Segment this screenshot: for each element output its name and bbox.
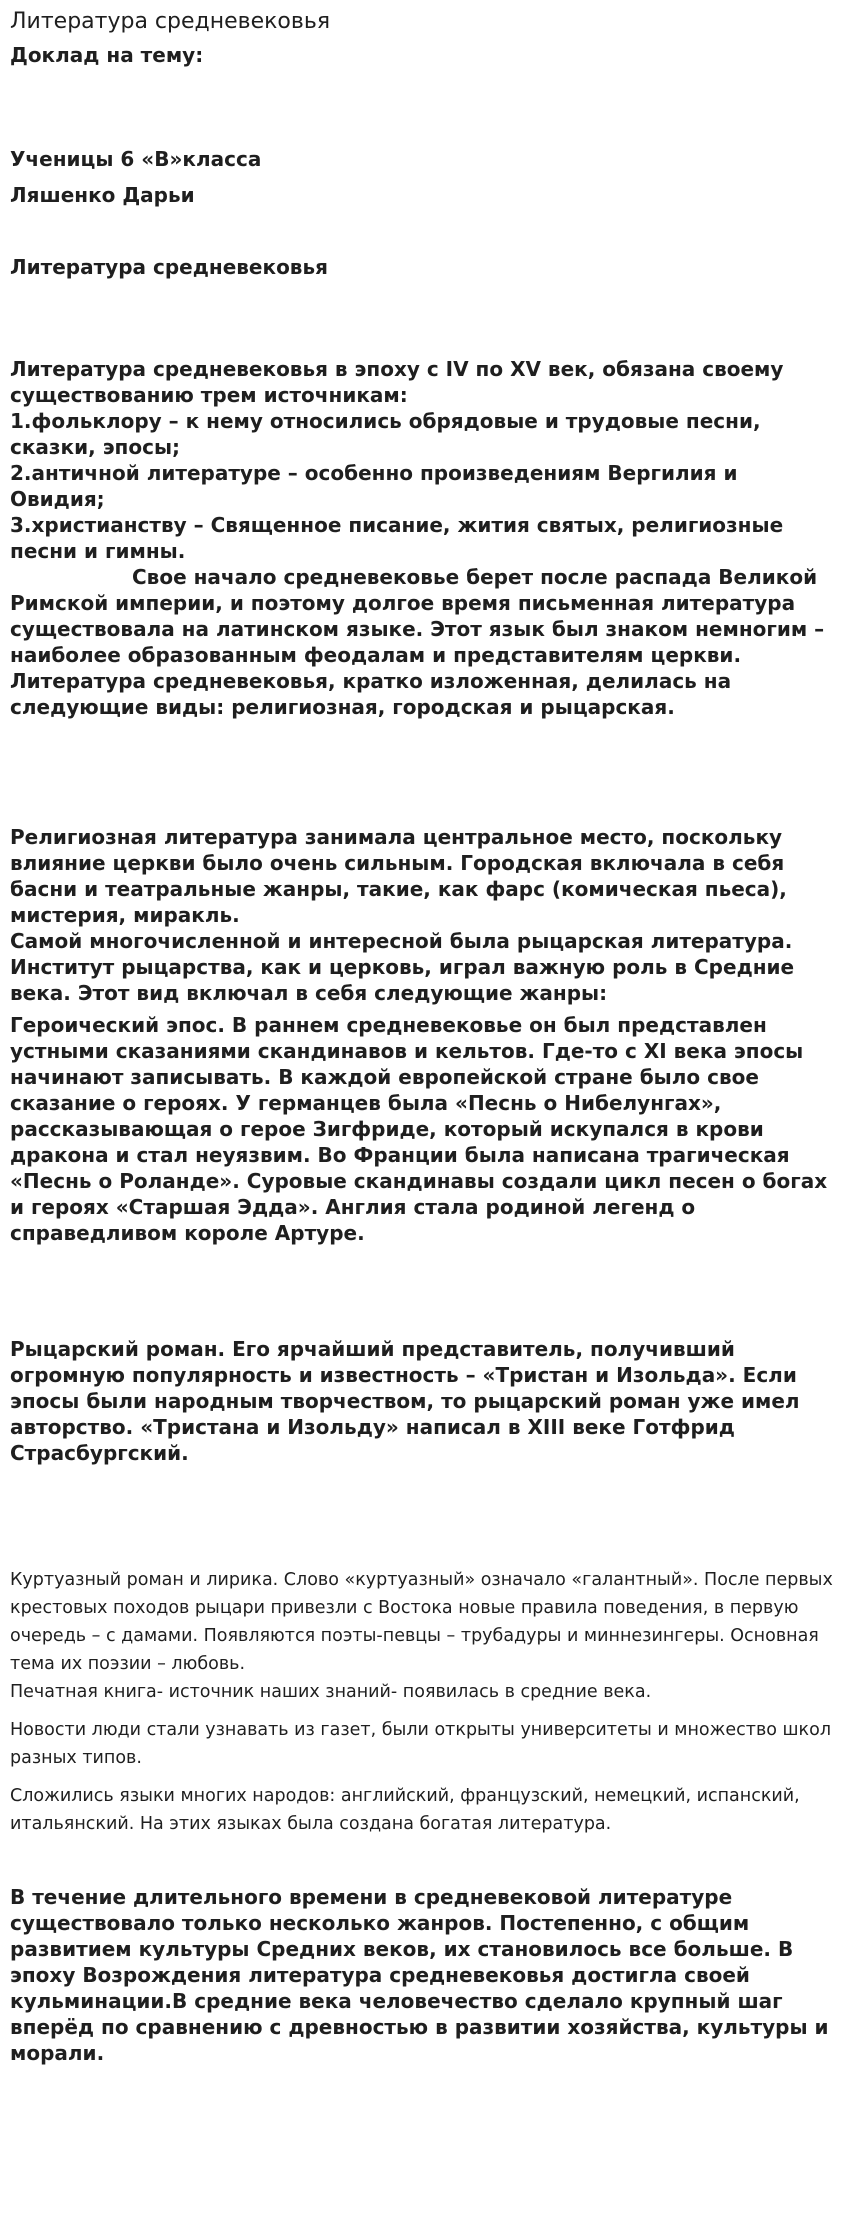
source-antique: 2.античной литературе – особенно произведениям Вергилия и Овидия; [10, 461, 738, 511]
intro-lead: Литература средневековья в эпоху с IV по XV век, обязана своему существованию трем источникам: [10, 357, 784, 407]
kinds-paragraph: Литература средневековья, кратко изложенная, делилась на следующие виды: религиозная, городская и рыцарская. [10, 669, 732, 719]
religious-paragraph: Религиозная литература занимала центральное место, поскольку влияние церкви было очень сильным. Городская включала в себя басни и театральные жанры, такие, как фарс (комическая пьеса), мистерия, миракль. [10, 825, 787, 927]
knightly-paragraph: Самой многочисленной и интересной была рыцарская литература. Институт рыцарства, как и церковь, играл важную роль в Средние века. Этот вид включал в себя следующие жанры: [10, 929, 795, 1005]
latin-paragraph: Свое начало средневековье берет после распада Великой Римской империи, и поэтому долгое время письменная литература существовала на латинском языке. Этот язык был знаком немногим – наиболее образованным феодалам и представителям церкви. [10, 565, 825, 667]
source-folklore: 1.фольклору – к нему относились обрядовые и трудовые песни, сказки, эпосы; [10, 409, 761, 459]
romance-paragraph: Рыцарский роман. Его ярчайший представитель, получивший огромную популярность и известность – «Тристан и Изольда». Если эпосы были народным творчеством, то рыцарский роман уже имел авторство. «Тристана и Изольду» написал в XIII веке Готфрид Страсбургский. [10, 1337, 800, 1465]
news-paragraph: Новости люди стали узнавать из газет, были открыты университеты и множество школ разных типов. [10, 1720, 832, 1768]
epic-paragraph: Героический эпос. В раннем средневековье он был представлен устными сказаниями скандинавов и кельтов. Где-то с XI века эпосы начинают записывать. В каждой европейской стране было свое сказание о героях. У германцев была «Песнь о Нибелунгах», рассказывающая о герое Зигфриде, который искупался в крови дракона и стал неуязвим. Во Франции была написана трагическая «Песнь о Роланде». Суровые скандинавы создали цикл песен о богах и героях «Старшая Эдда». Англия стала родиной легенд о справедливом короле Артуре. [10, 1013, 828, 1245]
printed-book-paragraph: Печатная книга- источник наших знаний- появилась в средние века. [10, 1682, 652, 1702]
report-label: Доклад на тему: [10, 43, 204, 67]
languages-paragraph: Сложились языки многих народов: английский, французский, немецкий, испанский, итальянский. На этих языках была создана богатая литература. [10, 1786, 800, 1834]
document-header-title: Литература средневековья [10, 9, 331, 34]
courtly-paragraph: Куртуазный роман и лирика. Слово «куртуазный» означало «галантный». После первых крестовых походов рыцари привезли с Востока новые правила поведения, в первую очередь – с дамами. Появляются поэты-певцы – трубадуры и миннезингеры. Основная тема их поэзии – любовь. [10, 1570, 833, 1674]
author-class: Ученицы 6 «В»класса [10, 147, 262, 171]
author-name: Ляшенко Дарьи [10, 183, 195, 207]
source-christianity: 3.христианству – Священное писание, жития святых, религиозные песни и гимны. [10, 513, 784, 563]
topic-title: Литература средневековья [10, 255, 328, 279]
conclusion-paragraph: В течение длительного времени в средневековой литературе существовало только несколько жанров. Постепенно, с общим развитием культуры Средних веков, их становилось все больше. В эпоху Возрождения литература средневековья достигла своей кульминации.В средние века человечество сделало крупный шаг вперёд по сравнению с древностью в развитии хозяйства, культуры и морали. [10, 1885, 829, 2065]
